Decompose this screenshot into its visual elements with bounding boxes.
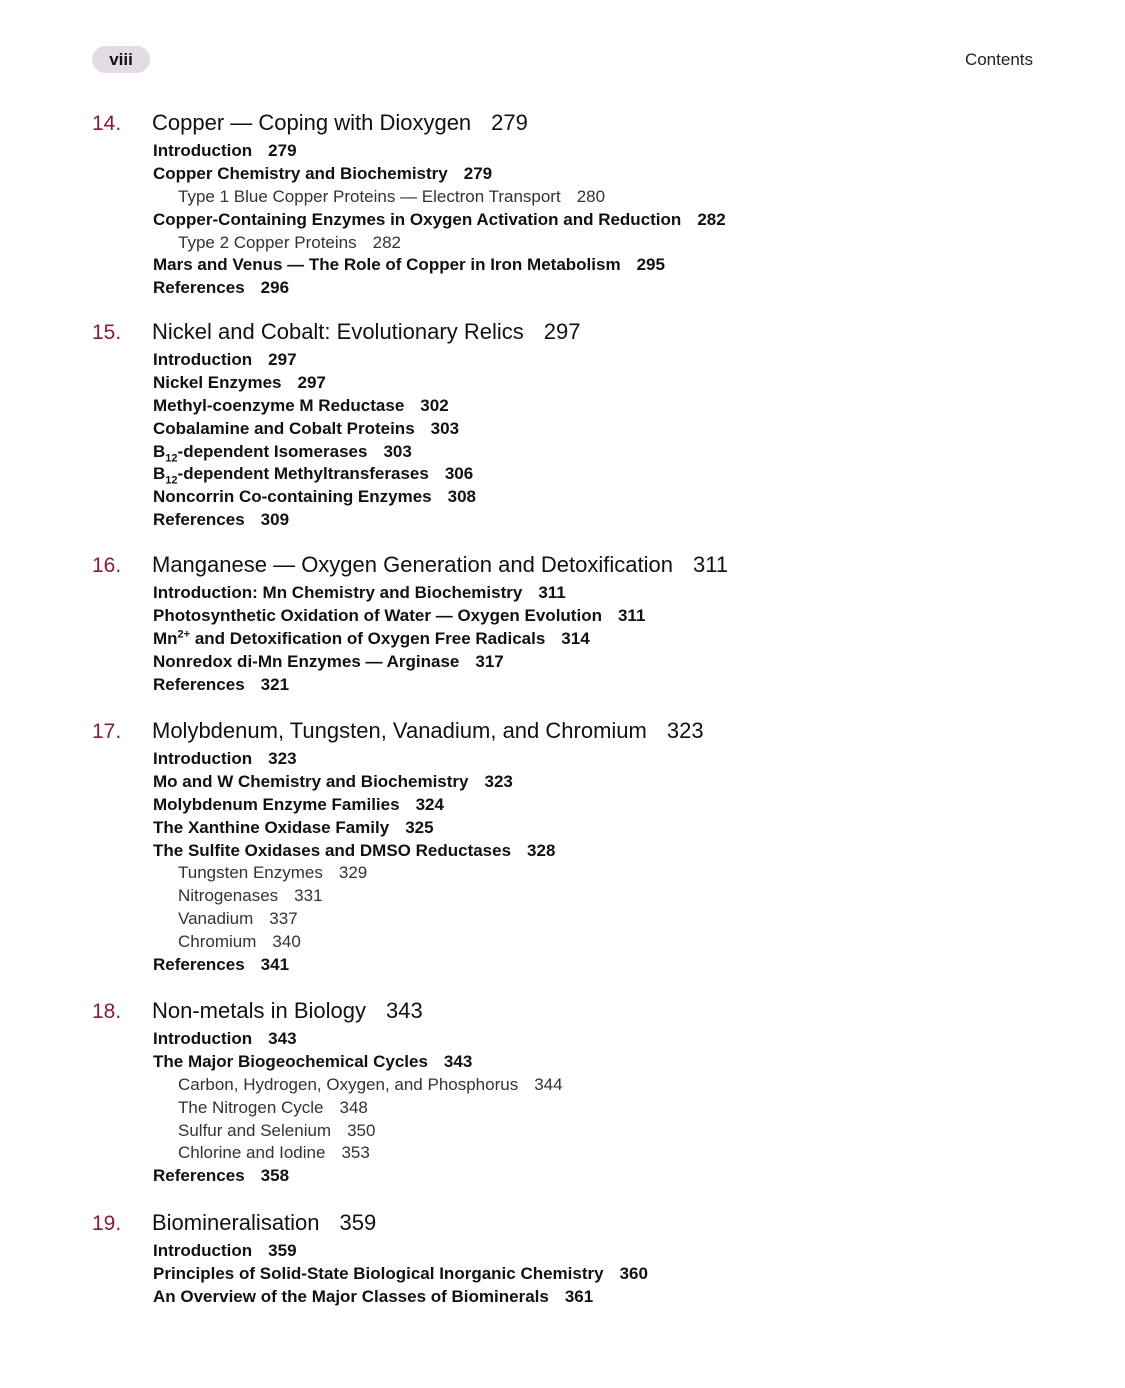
entry-title: Introduction — [153, 1241, 253, 1260]
entry-page-number: 282 — [372, 232, 401, 252]
chapter-title: Non-metals in Biology — [152, 998, 366, 1023]
entry-title — [153, 464, 429, 487]
entry-page-number: 280 — [576, 186, 606, 206]
entry-title: References — [153, 278, 245, 298]
chapter-page-number: 311 — [692, 552, 729, 577]
chapter-number: 14. — [92, 112, 122, 135]
entry-title-prefix: B — [153, 464, 166, 484]
entry-title: An Overview of the Major Classes of Biominerals — [153, 1286, 549, 1306]
entry-page-number: 296 — [260, 278, 290, 298]
entry-title: The Xanthine Oxidase Family — [153, 817, 390, 837]
chapter-heading[interactable] — [92, 1210, 1052, 1240]
entry-title-suffix: -dependent Isomerases — [177, 441, 368, 461]
entry-page-number: 348 — [339, 1097, 368, 1117]
chapter-number: 19. — [92, 1212, 122, 1235]
toc-section-entry[interactable] — [92, 817, 1052, 840]
entry-title-prefix: Mn — [153, 628, 178, 648]
entry-page-number: 358 — [260, 1166, 290, 1186]
entry-title-suffix: and Detoxification of Oxygen Free Radicals — [190, 628, 546, 648]
toc-section-entry[interactable] — [92, 628, 1052, 651]
entry-page-number: 337 — [269, 909, 298, 929]
entry-page-number: 361 — [564, 1286, 594, 1306]
entry-page-number: 329 — [338, 863, 368, 883]
entry-title-suffix: -dependent Methyltransferases — [177, 464, 429, 484]
entry-page-number: 306 — [444, 464, 474, 484]
entry-page-number: 341 — [260, 955, 290, 975]
entry-page-number: 343 — [443, 1051, 473, 1071]
chapter-heading[interactable] — [92, 998, 1052, 1028]
toc-section-entry[interactable] — [92, 840, 1052, 863]
entry-page-number: 325 — [405, 817, 434, 837]
toc-subsection-entry[interactable] — [92, 931, 1052, 954]
toc-section-entry[interactable] — [92, 140, 1052, 163]
entry-title: Sulfur and Selenium — [178, 1120, 332, 1140]
toc-section-entry[interactable] — [92, 418, 1052, 441]
entry-page-number: 279 — [268, 141, 297, 160]
toc-section-entry[interactable] — [92, 163, 1052, 186]
entry-title: Molybdenum Enzyme Families — [153, 794, 400, 814]
entry-page-number: 344 — [534, 1074, 563, 1094]
chapter-page-number: 343 — [385, 998, 423, 1023]
entry-title-prefix: B — [153, 441, 166, 461]
chapter-title: Manganese — Oxygen Generation and Detoxification — [152, 552, 673, 577]
entry-title: References — [153, 674, 245, 694]
entry-page-number: 295 — [636, 255, 665, 275]
chapter-page-number: 359 — [339, 1210, 377, 1235]
entry-page-number: 297 — [268, 350, 297, 369]
entry-page-number: 331 — [294, 886, 323, 906]
entry-page-number: 308 — [447, 487, 477, 507]
entry-title: Mo and W Chemistry and Biochemistry — [153, 771, 469, 791]
toc-section-entry[interactable] — [92, 441, 1052, 464]
entry-page-number: 324 — [415, 794, 444, 814]
toc-subsection-entry[interactable] — [92, 1074, 1052, 1097]
entry-title: Methyl-coenzyme M Reductase — [153, 395, 405, 415]
entry-title: The Major Biogeochemical Cycles — [153, 1051, 428, 1071]
chapter-page-number: 323 — [666, 718, 704, 743]
entry-subscript: 12 — [165, 451, 178, 464]
toc-section-entry[interactable] — [92, 372, 1052, 395]
entry-page-number: 359 — [268, 1241, 297, 1260]
entry-title: Introduction — [153, 141, 253, 160]
entry-subscript: 12 — [165, 474, 178, 487]
entry-superscript: 2+ — [177, 628, 191, 641]
toc-section-entry[interactable] — [92, 486, 1052, 509]
entry-page-number: 353 — [341, 1143, 370, 1163]
chapter-19 — [92, 1210, 1052, 1309]
toc-subsection-entry[interactable] — [92, 186, 1052, 209]
entry-title: Chlorine and Iodine — [178, 1143, 326, 1163]
entry-page-number: 360 — [619, 1263, 648, 1283]
chapter-page-number: 279 — [491, 110, 528, 135]
entry-title — [153, 441, 368, 464]
chapter-number: 15. — [92, 321, 122, 344]
toc-section-entry[interactable] — [92, 674, 1052, 697]
entry-page-number: 343 — [268, 1029, 297, 1048]
entry-page-number: 303 — [383, 441, 412, 461]
entry-page-number: 309 — [260, 510, 290, 530]
toc-section-entry[interactable] — [92, 463, 1052, 486]
toc-subsection-entry[interactable] — [92, 232, 1052, 255]
chapter-title: Molybdenum, Tungsten, Vanadium, and Chromium — [152, 718, 647, 743]
entry-page-number: 321 — [260, 674, 290, 694]
entry-title: Nitrogenases — [178, 886, 279, 906]
entry-title: The Nitrogen Cycle — [178, 1097, 324, 1117]
entry-title: Nickel Enzymes — [153, 372, 282, 392]
entry-title: Carbon, Hydrogen, Oxygen, and Phosphorus — [178, 1074, 519, 1094]
toc-section-entry[interactable] — [92, 1286, 1052, 1309]
toc-section-entry[interactable] — [92, 1240, 1052, 1263]
toc-section-entry[interactable] — [92, 277, 1052, 300]
chapter-title: Nickel and Cobalt: Evolutionary Relics — [152, 319, 524, 344]
toc-section-entry[interactable] — [92, 1165, 1052, 1188]
chapter-heading[interactable] — [92, 319, 1052, 349]
toc-subsection-entry[interactable] — [92, 1120, 1052, 1143]
toc-section-entry[interactable] — [92, 582, 1052, 605]
entry-title: The Sulfite Oxidases and DMSO Reductases — [153, 840, 512, 860]
chapter-14 — [92, 110, 1052, 300]
toc-section-entry[interactable] — [92, 954, 1052, 977]
entry-title: Copper-Containing Enzymes in Oxygen Activation and Reduction — [153, 209, 682, 229]
toc-section-entry[interactable] — [92, 605, 1052, 628]
chapter-16 — [92, 552, 1052, 696]
entry-page-number: 317 — [475, 651, 504, 671]
chapter-number: 16. — [92, 554, 122, 577]
entry-title: Introduction — [153, 1029, 253, 1048]
chapter-title: Copper — Coping with Dioxygen — [152, 110, 472, 135]
entry-title: References — [153, 510, 245, 530]
chapter-heading[interactable] — [92, 552, 1052, 582]
toc-section-entry[interactable] — [92, 771, 1052, 794]
toc-section-entry[interactable] — [92, 1051, 1052, 1074]
entry-page-number: 323 — [484, 771, 513, 791]
entry-title: Copper Chemistry and Biochemistry — [153, 163, 448, 183]
chapter-title: Biomineralisation — [152, 1210, 320, 1235]
entry-page-number: 350 — [347, 1120, 376, 1140]
toc-section-entry[interactable] — [92, 395, 1052, 418]
running-head: Contents — [964, 50, 1033, 69]
entry-page-number: 279 — [463, 163, 493, 183]
chapter-17 — [92, 718, 1052, 977]
entry-title: Mars and Venus — The Role of Copper in Iron Metabolism — [153, 255, 621, 275]
entry-title: Introduction — [153, 749, 253, 768]
entry-title — [153, 629, 545, 648]
entry-title: Type 2 Copper Proteins — [178, 232, 357, 252]
entry-title: Introduction: Mn Chemistry and Biochemistry — [153, 583, 523, 602]
entry-title: Introduction — [153, 350, 253, 369]
page-number: viii — [109, 49, 133, 69]
entry-title: Principles of Solid-State Biological Inorganic Chemistry — [153, 1263, 604, 1283]
entry-page-number: 302 — [420, 395, 449, 415]
entry-page-number: 314 — [561, 628, 590, 648]
entry-title: Tungsten Enzymes — [178, 863, 323, 883]
toc-subsection-entry[interactable] — [92, 1142, 1052, 1165]
toc-section-entry[interactable] — [92, 794, 1052, 817]
toc-section-entry[interactable] — [92, 509, 1052, 532]
chapter-number: 18. — [92, 1000, 122, 1023]
entry-title: Noncorrin Co-containing Enzymes — [153, 487, 432, 507]
entry-title: Chromium — [178, 932, 257, 952]
entry-title: Cobalamine and Cobalt Proteins — [153, 418, 415, 438]
entry-title: Photosynthetic Oxidation of Water — Oxygen Evolution — [153, 605, 602, 625]
toc-section-entry[interactable] — [92, 651, 1052, 674]
entry-title: Type 1 Blue Copper Proteins — Electron Transport — [178, 186, 561, 206]
toc-section-entry[interactable] — [92, 254, 1052, 277]
chapter-18 — [92, 998, 1052, 1188]
entry-title: Vanadium — [178, 909, 254, 929]
page-number-badge — [92, 46, 150, 73]
chapter-15 — [92, 319, 1052, 532]
entry-title: Nonredox di-Mn Enzymes — Arginase — [153, 651, 460, 671]
entry-title: References — [153, 1166, 245, 1186]
entry-page-number: 282 — [697, 209, 726, 229]
chapter-heading[interactable] — [92, 110, 1052, 140]
entry-page-number: 328 — [527, 840, 556, 860]
entry-page-number: 311 — [538, 583, 566, 602]
toc-section-entry[interactable] — [92, 748, 1052, 771]
chapter-heading[interactable] — [92, 718, 1052, 748]
toc-subsection-entry[interactable] — [92, 1097, 1052, 1120]
entry-title: References — [153, 955, 245, 975]
entry-page-number: 340 — [272, 932, 301, 952]
toc-section-entry[interactable] — [92, 1263, 1052, 1286]
toc-section-entry[interactable] — [92, 209, 1052, 232]
toc-section-entry[interactable] — [92, 1028, 1052, 1051]
entry-page-number: 311 — [617, 605, 646, 625]
toc-subsection-entry[interactable] — [92, 885, 1052, 908]
chapter-number: 17. — [92, 720, 122, 743]
toc-subsection-entry[interactable] — [92, 908, 1052, 931]
entry-page-number: 323 — [268, 749, 297, 768]
toc-section-entry[interactable] — [92, 349, 1052, 372]
entry-page-number: 303 — [430, 418, 460, 438]
toc-subsection-entry[interactable] — [92, 862, 1052, 885]
entry-page-number: 297 — [297, 372, 326, 392]
chapter-page-number: 297 — [543, 319, 581, 344]
